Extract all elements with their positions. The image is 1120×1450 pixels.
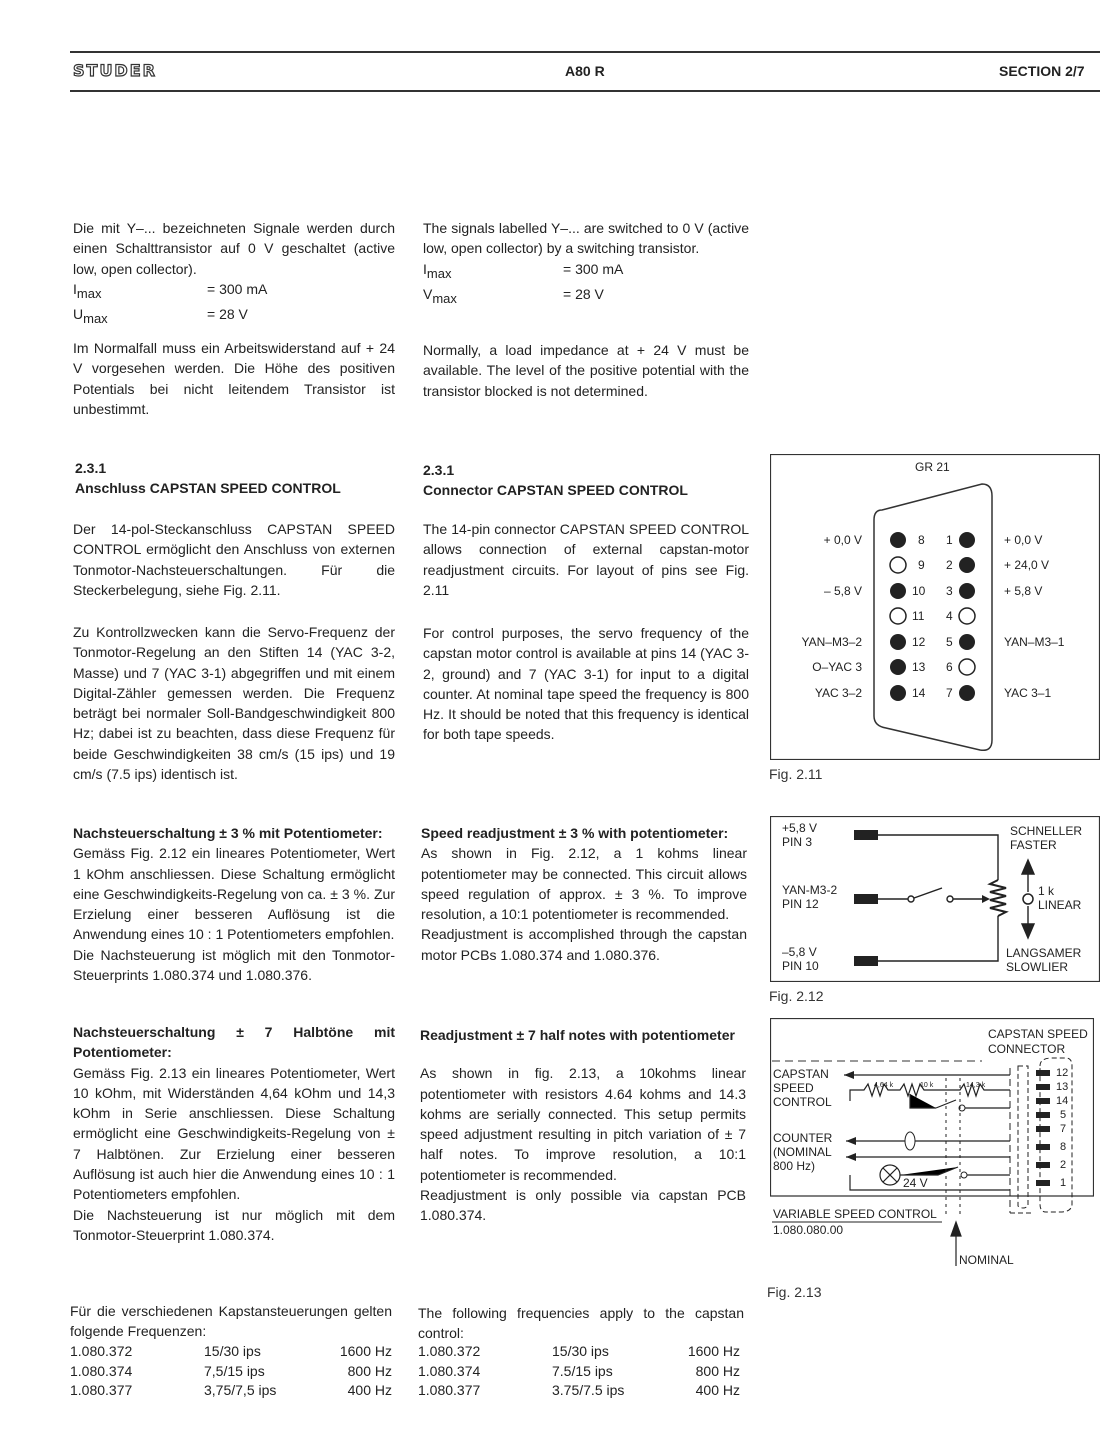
cell: 400 Hz xyxy=(347,1382,392,1398)
pin-11: 11 xyxy=(912,609,925,623)
vmax-sub: max xyxy=(432,290,457,306)
faster-en: FASTER xyxy=(1010,838,1057,852)
pot7-de-text: Gemäss Fig. 2.13 ein lineares Potentiometer, Wert 10 kOhm, mit Widerständen 4,64 kOhm und 14,3 kOhm in Serie anschliessen. Diese Schaltung ermöglicht eine Geschwindigkeits-Regelung von ± 7 Halbtönen. Zur Erzielung einer besseren Auflösung ist auch hier die Anwendung eines 10 : 1 Potentiometers empfohlen. xyxy=(73,1064,395,1203)
cell: 1.080.374 xyxy=(70,1362,133,1379)
left-label-4: YAC 3–2 xyxy=(814,686,862,700)
cell: 15/30 ips xyxy=(204,1343,261,1359)
pot-value: 1 k xyxy=(1038,884,1055,898)
pin-9: 9 xyxy=(918,558,925,572)
right-label-2: + 5,8 V xyxy=(1004,584,1043,598)
switch-lever xyxy=(914,888,942,898)
resistor-zigzag xyxy=(990,880,1006,916)
terminal-pin-10 xyxy=(854,956,878,966)
pot-type: LINEAR xyxy=(1038,898,1082,912)
intro-de-text: Die mit Y–... bezeichneten Signale werden durch einen Schalttransistor auf 0 V geschaltet (active low, open collector). xyxy=(73,220,395,277)
intro-en xyxy=(423,218,749,309)
pin-label-5: 5 xyxy=(1060,1109,1067,1121)
table-row xyxy=(70,1342,392,1362)
section-number-en: 2.3.1 xyxy=(423,462,455,478)
pot3-en xyxy=(421,823,747,965)
left-pins xyxy=(890,532,906,701)
pot7-de-title: Nachsteuerschaltung ± 7 Halbtöne mit Potentiometer: xyxy=(73,1024,395,1061)
cell: 800 Hz xyxy=(695,1362,740,1379)
freq-en-intro: The following frequencies apply to the capstan control: xyxy=(418,1305,744,1342)
left-label-1: – 5,8 V xyxy=(823,584,862,598)
part-number: 1.080.080.00 xyxy=(773,1223,844,1237)
imax-row-en xyxy=(423,259,749,284)
pin-1: 1 xyxy=(946,533,953,547)
fig-2-11-connector-diagram xyxy=(770,454,1100,760)
conn-label-1: CAPSTAN SPEED xyxy=(988,1027,1088,1041)
table-row xyxy=(70,1381,392,1401)
pin-2: 2 xyxy=(946,558,953,572)
faster-de: SCHNELLER xyxy=(1010,824,1083,838)
pin-label-2: 2 xyxy=(1060,1159,1067,1171)
pot7-en-title: Readjustment ± 7 half notes with potentiometer xyxy=(420,1027,735,1043)
section-en-p1: The 14-pin connector CAPSTAN SPEED CONTROL allows connection of external capstan-motor readjustment circuits. For layout of pins see Fig. 2.11 xyxy=(423,521,749,598)
connector-pin-bars xyxy=(1036,1070,1050,1186)
counter-label-3: 800 Hz) xyxy=(773,1159,816,1173)
fig-2-11-caption: Fig. 2.11 xyxy=(769,766,823,782)
section-title-de: Anschluss CAPSTAN SPEED CONTROL xyxy=(75,480,341,496)
cell: 1.080.377 xyxy=(418,1382,481,1398)
section-title-en: Connector CAPSTAN SPEED CONTROL xyxy=(423,482,688,498)
cell: 800 Hz xyxy=(347,1362,392,1379)
pin-14: 14 xyxy=(912,686,926,700)
pin-10: 10 xyxy=(912,584,926,598)
pin-label-14: 14 xyxy=(1056,1095,1069,1107)
cell: 1600 Hz xyxy=(687,1343,740,1359)
left-label-2: YAN–M3–2 xyxy=(801,635,862,649)
pot7-de-text2: Die Nachsteuerung ist nur möglich mit dem Tonmotor-Steuerprint 1.080.374. xyxy=(73,1206,395,1243)
imax-sub-en: max xyxy=(426,265,452,281)
pin-label-13: 13 xyxy=(1056,1081,1069,1093)
left-label-0: + 0,0 V xyxy=(823,533,862,547)
cell: 7.5/15 ips xyxy=(552,1362,613,1379)
pin-7: 7 xyxy=(946,686,953,700)
table-row xyxy=(418,1362,740,1382)
pin-label-12: 12 xyxy=(1056,1067,1069,1079)
pot7-en-text: As shown in fig. 2.13, a 10kohms linear potentiometer with resistors 4.64 kohms and 14.3 kohms are serially connected. This setup permits speed adjustment resulting in pitch variation of ± 7 half notes. To improve resolution, a 10:1 potentiometer is recommended. xyxy=(420,1065,746,1183)
pot3-de xyxy=(73,823,395,985)
pot3-de-title: Nachsteuerschaltung ± 3 % mit Potentiometer: xyxy=(73,825,383,841)
imax-value: = 300 mA xyxy=(207,280,268,297)
pin-4: 4 xyxy=(946,609,953,623)
pot3-en-title: Speed readjustment ± 3 % with potentiometer: xyxy=(421,825,729,841)
freq-de-intro: Für die verschiedenen Kapstansteuerungen gelten folgende Frequenzen: xyxy=(70,1303,392,1340)
imax-sub: max xyxy=(76,285,102,301)
cell: 400 Hz xyxy=(695,1382,740,1398)
counter-label-2: (NOMINAL xyxy=(773,1145,832,1159)
arrow-down-icon xyxy=(1022,906,1034,938)
fig-2-13-caption: Fig. 2.13 xyxy=(767,1284,822,1300)
right-label-4: YAC 3–1 xyxy=(1004,686,1052,700)
r1-label: 4,64 k xyxy=(874,1082,894,1089)
terminal-pin-3 xyxy=(854,830,878,840)
freq-de-table xyxy=(70,1342,392,1401)
pot7-de xyxy=(73,1022,395,1245)
fig212-p3: PIN 10 xyxy=(782,959,819,973)
fig212-v3: –5,8 V xyxy=(782,945,817,959)
capstan-label-2: SPEED xyxy=(773,1081,814,1095)
pot3-de-text: Gemäss Fig. 2.12 ein lineares Potentiometer, Wert 1 kOhm anschliessen. Diese Schaltung ermöglicht eine Geschwindigkeits-Regelung von ca. ± 3 %. Zur Erzielung einer besseren Auflösung ist die Anwendung eines 10 : 1 Potentiometers empfohlen. xyxy=(73,845,395,943)
pot3-de-text2: Die Nachsteuerung ist möglich mit den Tonmotor-Steuerprints 1.080.374 und 1.080.376. xyxy=(73,946,395,984)
right-pins xyxy=(959,532,975,701)
pin-5: 5 xyxy=(946,635,953,649)
gr21-title: GR 21 xyxy=(915,460,950,474)
left-label-3: O–YAC 3 xyxy=(812,660,862,674)
umax-value: = 28 V xyxy=(207,305,248,322)
pot7-en-text2: Readjustment is only possible via capstan PCB 1.080.374. xyxy=(420,1187,746,1224)
cell: 15/30 ips xyxy=(552,1343,609,1359)
counter-coupling xyxy=(905,1132,915,1150)
conn-label-2: CONNECTOR xyxy=(988,1042,1066,1056)
r2-label: 10 k xyxy=(920,1082,934,1089)
cell: 1.080.374 xyxy=(418,1362,481,1379)
pin-13: 13 xyxy=(912,660,926,674)
fig212-p1: PIN 3 xyxy=(782,835,813,849)
umax-symbol: U xyxy=(73,305,84,322)
r3-label: 14,3 k xyxy=(966,1082,986,1089)
header-model: A80 R xyxy=(565,63,605,79)
cell: 1.080.372 xyxy=(70,1343,133,1359)
section-de-p1: Der 14-pol-Steckanschluss CAPSTAN SPEED CONTROL ermöglicht den Anschluss von externen Tonmotor-Nachsteuerschaltungen. Für die Steckerbelegung, siehe Fig. 2.11. xyxy=(73,521,395,598)
pin-12: 12 xyxy=(912,635,926,649)
cell: 1.080.377 xyxy=(70,1382,133,1398)
pot3-en-text2: Readjustment is accomplished through the capstan motor PCBs 1.080.374 and 1.080.376. xyxy=(421,926,747,963)
section-en-p2: For control purposes, the servo frequency of the capstan motor control is available at pins 14 (YAC 3-2, ground) and 7 (YAC 3-1) for input to a digital counter. At nominal tape speed the frequency is 800 Hz. It should be noted that this frequency is identical for both tape speeds. xyxy=(423,625,749,743)
pin-6: 6 xyxy=(946,660,953,674)
lamp-voltage: 24 V xyxy=(903,1176,928,1190)
capstan-label-3: CONTROL xyxy=(773,1095,832,1109)
pin-label-8: 8 xyxy=(1060,1141,1067,1153)
vmax-value: = 28 V xyxy=(563,285,604,302)
header-section: SECTION 2/7 xyxy=(999,63,1085,79)
fig-2-12-potentiometer-circuit xyxy=(770,816,1100,982)
freq-en-table xyxy=(418,1342,740,1401)
cell: 1600 Hz xyxy=(339,1343,392,1359)
intro-en-text2: Normally, a load impedance at + 24 V must be available. The level of the positive potential with the transistor blocked is not determined. xyxy=(423,342,749,399)
counter-label-1: COUNTER xyxy=(773,1131,833,1145)
vmax-symbol: V xyxy=(423,285,433,302)
pin-label-1: 1 xyxy=(1060,1177,1067,1189)
imax-value-en: = 300 mA xyxy=(563,260,624,277)
right-label-0: + 0,0 V xyxy=(1004,533,1043,547)
fig-2-13-half-note-circuit xyxy=(770,1018,1094,1276)
arrow-up-icon xyxy=(1022,860,1034,892)
intro-de-text2: Im Normalfall muss ein Arbeitswiderstand auf + 24 V vorgesehen werden. Die Höhe des positiven Potentials bei nicht leitendem Transistor ist unbestimmt. xyxy=(73,340,395,417)
pin-8: 8 xyxy=(918,533,925,547)
header-rule-top xyxy=(70,51,1100,53)
umax-row-de xyxy=(73,304,395,329)
umax-sub: max xyxy=(83,310,108,326)
table-row xyxy=(70,1362,392,1382)
pot3-en-text: As shown in Fig. 2.12, a 1 kohms linear potentiometer may be connected. This circuit allows speed regulation of approx. ± 3 %. To improve resolution, a 10:1 potentiometer is recommended. xyxy=(421,845,747,923)
table-row xyxy=(418,1381,740,1401)
cell: 1.080.372 xyxy=(418,1343,481,1359)
nominal-label: NOMINAL xyxy=(959,1253,1014,1267)
slower-de: LANGSAMER xyxy=(1006,946,1082,960)
right-label-1: + 24,0 V xyxy=(1004,558,1050,572)
studer-logo: STUDER xyxy=(73,61,157,80)
fig212-p2: PIN 12 xyxy=(782,897,819,911)
cell: 7,5/15 ips xyxy=(204,1362,265,1379)
table-row xyxy=(418,1342,740,1362)
fig-2-12-caption: Fig. 2.12 xyxy=(769,988,824,1004)
pot7-en xyxy=(420,1025,746,1226)
vmax-row-en xyxy=(423,284,749,309)
vsc-label: VARIABLE SPEED CONTROL xyxy=(773,1207,937,1221)
plug-outline xyxy=(1018,1066,1028,1208)
fig212-v1: +5,8 V xyxy=(782,821,818,835)
imax-symbol-en: I xyxy=(423,260,427,277)
pin-label-7: 7 xyxy=(1060,1123,1067,1135)
capstan-label-1: CAPSTAN xyxy=(773,1067,829,1081)
intro-de xyxy=(73,218,395,329)
cell: 3,75/7,5 ips xyxy=(204,1382,277,1398)
terminal-pin-12 xyxy=(854,894,878,904)
slower-en: SLOWLIER xyxy=(1006,960,1069,974)
header-rule-bottom xyxy=(70,90,1100,92)
pin-3: 3 xyxy=(946,584,953,598)
imax-row-de xyxy=(73,279,395,304)
imax-symbol: I xyxy=(73,280,77,297)
cell: 3.75/7.5 ips xyxy=(552,1382,625,1398)
intro-en-text: The signals labelled Y–... are switched to 0 V (active low, open collector) by a switching transistor. xyxy=(423,220,749,257)
section-number-de: 2.3.1 xyxy=(75,460,107,476)
section-de-p2: Zu Kontrollzwecken kann die Servo-Frequenz der Tonmotor-Regelung an den Stiften 14 (YAC 3-2, Masse) und 7 (YAC 3-1) abgegriffen und mit einem Digital-Zähler gemessen werden. Die Frequenz beträgt bei normaler Soll-Bandgeschwindigkeit 800 Hz; dabei ist zu beachten, dass diese Frequenz für beide Geschwindigkeiten 38 cm/s (15 ips) und 19 cm/s (7.5 ips) identisch ist. xyxy=(73,624,395,783)
right-label-3: YAN–M3–1 xyxy=(1004,635,1065,649)
fig212-v2: YAN-M3-2 xyxy=(782,883,838,897)
